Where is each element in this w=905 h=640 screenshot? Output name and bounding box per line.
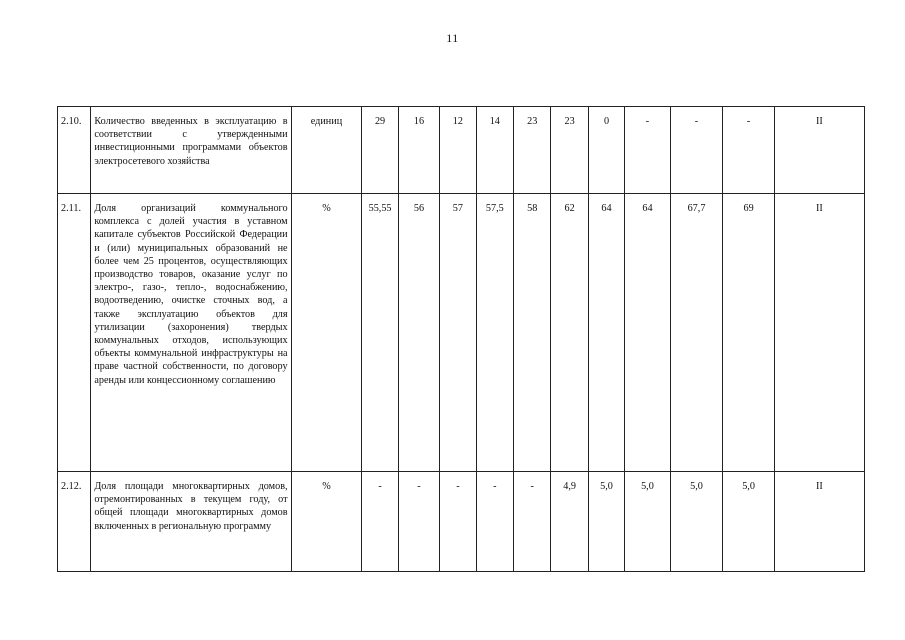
unit-cell: единиц xyxy=(291,107,362,194)
value-cell: - xyxy=(398,472,439,572)
indicator-name: Количество введенных в эксплуатацию в соответствии с утвержденными инвестиционными программами объектов электросетевого хозяйства xyxy=(91,107,291,194)
row-number: 2.12. xyxy=(58,472,91,572)
value-cell: - xyxy=(670,107,723,194)
value-cell: 12 xyxy=(440,107,476,194)
value-cell: - xyxy=(362,472,398,572)
value-cell: 5,0 xyxy=(670,472,723,572)
indicators-table xyxy=(57,106,865,572)
table-row xyxy=(58,194,865,472)
value-cell: - xyxy=(723,107,775,194)
value-cell: 62 xyxy=(551,194,588,472)
value-cell: 14 xyxy=(476,107,513,194)
note-cell: II xyxy=(774,194,864,472)
value-cell: - xyxy=(476,472,513,572)
row-number: 2.11. xyxy=(58,194,91,472)
value-cell: 58 xyxy=(514,194,551,472)
value-cell: 57,5 xyxy=(476,194,513,472)
table-row xyxy=(58,472,865,572)
row-number: 2.10. xyxy=(58,107,91,194)
unit-cell: % xyxy=(291,472,362,572)
value-cell: - xyxy=(440,472,476,572)
value-cell: 69 xyxy=(723,194,775,472)
page-number: 11 xyxy=(446,31,459,45)
value-cell: 5,0 xyxy=(588,472,624,572)
value-cell: 55,55 xyxy=(362,194,398,472)
indicator-name: Доля площади многоквартирных домов, отремонтированных в текущем году, от общей площади многоквартирных домов включенных в региональную программу xyxy=(91,472,291,572)
value-cell: 5,0 xyxy=(625,472,671,572)
value-cell: 5,0 xyxy=(723,472,775,572)
value-cell: 56 xyxy=(398,194,439,472)
value-cell: 0 xyxy=(588,107,624,194)
value-cell: 16 xyxy=(398,107,439,194)
value-cell: - xyxy=(625,107,671,194)
value-cell: 57 xyxy=(440,194,476,472)
note-cell: II xyxy=(774,107,864,194)
unit-cell: % xyxy=(291,194,362,472)
note-cell: II xyxy=(774,472,864,572)
value-cell: - xyxy=(514,472,551,572)
value-cell: 23 xyxy=(514,107,551,194)
table-row xyxy=(58,107,865,194)
value-cell: 29 xyxy=(362,107,398,194)
indicator-name: Доля организаций коммунального комплекса с долей участия в уставном капитале субъектов Российской Федерации и (или) муниципальных образований не более чем 25 процентов, осуществляющих производство товаров, оказание услуг по электро-, газо-, тепло-, водоснабжению, водоотведению, очистке сточных вод, а также эксплуатацию объектов для утилизации (захоронения) твердых коммунальных отходов, использующих объекты коммунальной инфраструктуры на праве частной собственности, по договору аренды или концессионному соглашению xyxy=(91,194,291,472)
value-cell: 64 xyxy=(625,194,671,472)
value-cell: 4,9 xyxy=(551,472,588,572)
value-cell: 64 xyxy=(588,194,624,472)
value-cell: 67,7 xyxy=(670,194,723,472)
value-cell: 23 xyxy=(551,107,588,194)
